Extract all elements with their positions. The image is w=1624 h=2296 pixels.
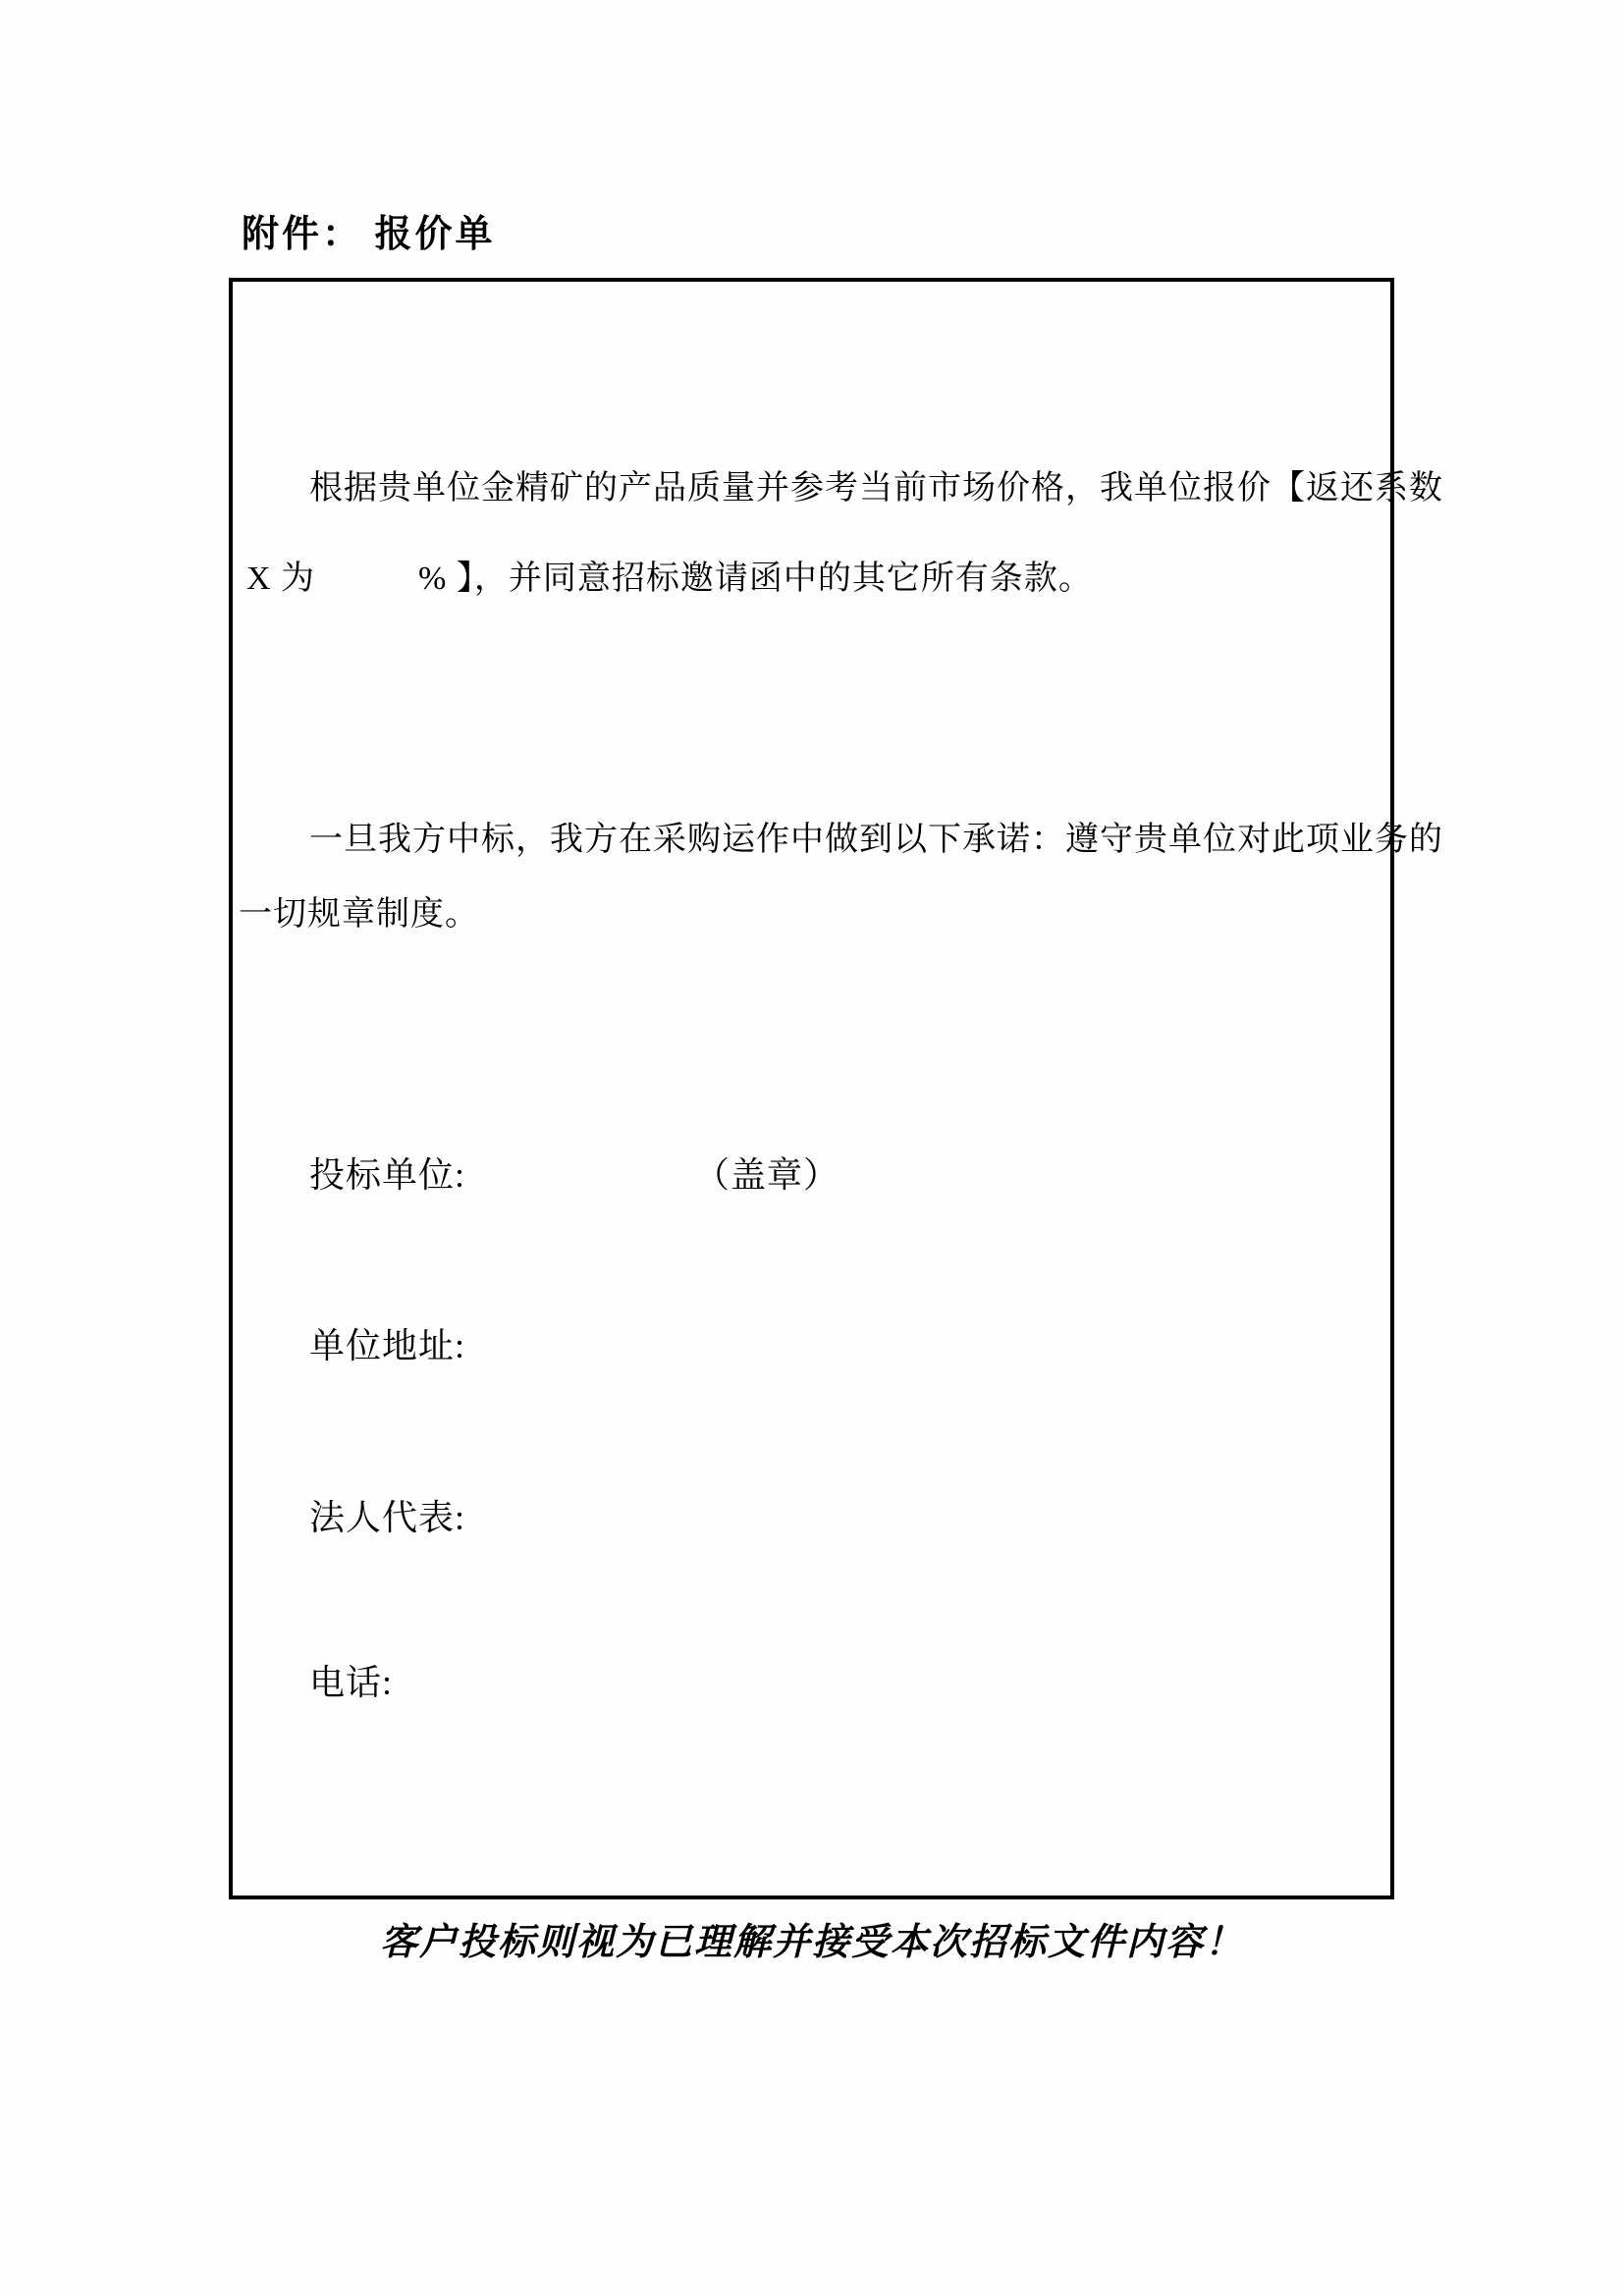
legal-representative-label: 法人代表: xyxy=(309,1498,466,1537)
quote-paragraph1-line2: X 为 % 】，并同意招标邀请函中的其它所有条款。 xyxy=(246,561,1093,597)
footer-acceptance-note: 客户投标则视为已理解并接受本次招标文件内容！ xyxy=(379,1922,1244,1963)
commitment-paragraph-line1: 一旦我方中标，我方在采购运作中做到以下承诺：遵守贵单位对此项业务的 xyxy=(309,822,1443,858)
quotation-frame xyxy=(229,278,1443,1899)
quote-paragraph1-line1: 根据贵单位金精矿的产品质量并参考当前市场价格，我单位报价【返还系数 xyxy=(309,470,1443,507)
seal-label: （盖章） xyxy=(694,1155,840,1195)
bidder-name-label: 投标单位: xyxy=(309,1155,466,1195)
commitment-paragraph-line2: 一切规章制度。 xyxy=(239,896,479,933)
attachment-title: 附件： 报价单 xyxy=(242,214,496,255)
phone-label: 电话: xyxy=(309,1663,394,1702)
company-address-label: 单位地址: xyxy=(309,1326,466,1365)
